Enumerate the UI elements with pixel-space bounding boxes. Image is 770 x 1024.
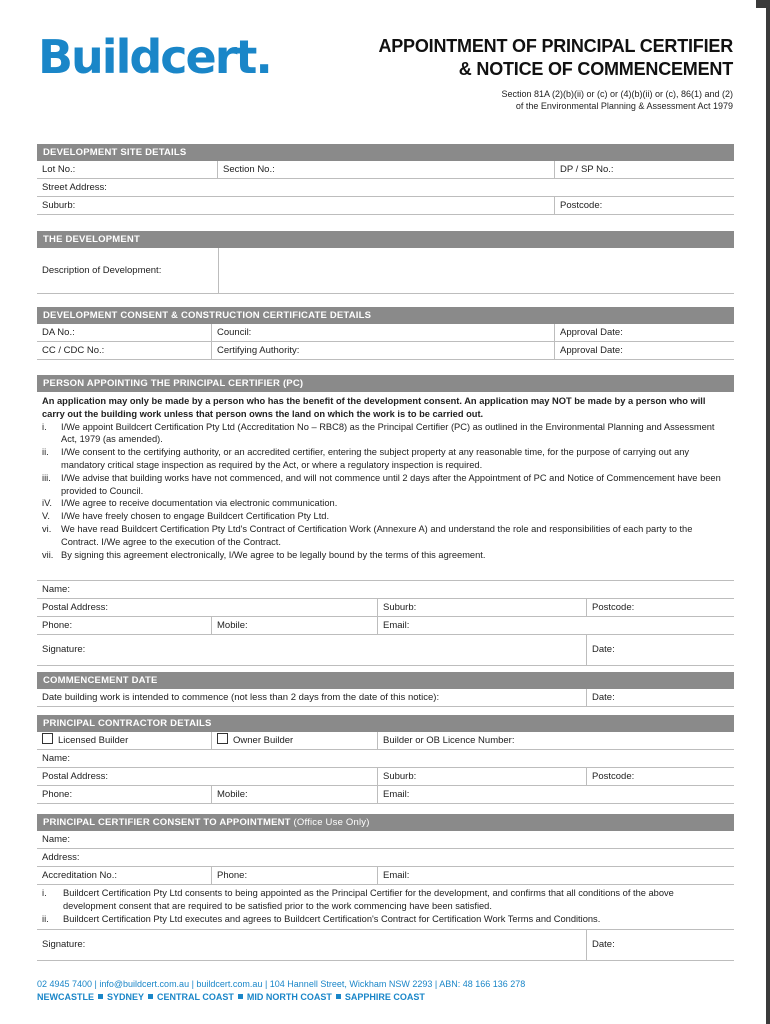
licensed-builder-label: Licensed Builder [58, 735, 129, 746]
contractor-suburb-field[interactable]: Suburb: [377, 768, 588, 785]
licence-number-field[interactable]: Builder or OB Licence Number: [377, 732, 734, 749]
page-edge-tab [756, 0, 770, 8]
contractor-phone-field[interactable]: Phone: [42, 789, 73, 800]
consent-section [37, 307, 734, 360]
pc-term-text: Buildcert Certification Pty Ltd executes and agrees to Buildcert Certification's Contract for Certification Work Terms and Conditions. [63, 913, 601, 924]
contractor-heading: PRINCIPAL CONTRACTOR DETAILS [37, 715, 734, 732]
location-central-coast: CENTRAL COAST [157, 992, 234, 1002]
term-item [42, 446, 728, 472]
owner-builder-option[interactable] [211, 732, 378, 749]
appointer-row-postal [37, 599, 734, 617]
square-bullet-icon [98, 994, 103, 999]
site-row-street [37, 179, 734, 197]
appointer-signature-field[interactable]: Signature: [42, 644, 86, 655]
pc-address-field[interactable]: Address: [42, 852, 80, 863]
site-details-heading: DEVELOPMENT SITE DETAILS [37, 144, 734, 161]
location-sydney: SYDNEY [107, 992, 145, 1002]
term-number: i. [42, 421, 47, 432]
page-subtitle [501, 88, 733, 112]
term-item [42, 549, 728, 562]
da-field[interactable]: DA No.: [42, 327, 75, 338]
pc-email-field[interactable]: Email: [377, 867, 734, 884]
buildcert-logo [38, 30, 271, 84]
site-suburb-field[interactable]: Suburb: [42, 200, 76, 211]
licensed-builder-option[interactable] [37, 732, 212, 749]
street-address-field[interactable]: Street Address: [42, 182, 107, 193]
pc-term-text: Buildcert Certification Pty Ltd consents to being appointed as the Principal Certifier for the development, and confirms that all conditions of the above development consent that are required to be satisfied prior to the work commencing have been satisfied. [63, 888, 674, 911]
description-field[interactable] [218, 248, 734, 293]
term-number: vii. [42, 549, 54, 560]
site-row-suburb [37, 197, 734, 215]
site-postcode-field[interactable]: Postcode: [554, 197, 734, 214]
contractor-mobile-field[interactable]: Mobile: [211, 786, 378, 803]
pc-consent-heading [37, 814, 734, 831]
appointer-phone-field[interactable]: Phone: [42, 620, 73, 631]
appointer-postcode-field[interactable]: Postcode: [586, 599, 734, 616]
term-item [42, 421, 728, 447]
development-section [37, 231, 734, 294]
square-bullet-icon [238, 994, 243, 999]
cc-field[interactable]: CC / CDC No.: [42, 345, 105, 356]
commencement-row [37, 689, 734, 707]
pc-term-number: i. [42, 888, 47, 898]
owner-builder-label: Owner Builder [233, 735, 294, 746]
commencement-label: Date building work is intended to commence (not less than 2 days from the date of this notice): [42, 692, 440, 703]
contractor-name-field[interactable]: Name: [42, 753, 70, 764]
consent-row-cc [37, 342, 734, 360]
term-item [42, 523, 728, 549]
title-line-1: APPOINTMENT OF PRINCIPAL CERTIFIER [378, 36, 733, 56]
footer-contact: 02 4945 7400 | info@buildcert.com.au | buildcert.com.au | 104 Hannell Street, Wickham NSW 2293 | ABN: 48 166 136 278 [37, 979, 526, 989]
appointer-row-phone [37, 617, 734, 635]
term-item [42, 472, 728, 498]
pc-name-field[interactable]: Name: [42, 834, 70, 845]
term-text: I/We consent to the certifying authority, or an accredited certifier, entering the subject property at any reasonable time, for the purpose of carrying out any mandatory critical stage inspection as required by the Act, or where a regulatory inspection is required. [61, 447, 690, 470]
pc-consent-heading-text: PRINCIPAL CERTIFIER CONSENT TO APPOINTMENT [43, 817, 291, 828]
term-number: vi. [42, 523, 52, 534]
contractor-postal-field[interactable]: Postal Address: [42, 771, 109, 782]
pc-date-field[interactable]: Date: [586, 930, 734, 960]
appointing-section [37, 375, 734, 666]
pc-row-name [37, 831, 734, 849]
subtitle-line-1: Section 81A (2)(b)(ii) or (c) or (4)(b)(ii) or (c), 86(1) and (2) [501, 89, 733, 99]
pc-term-number: ii. [42, 913, 49, 924]
description-label: Description of Development: [42, 265, 162, 276]
owner-builder-checkbox[interactable] [217, 733, 228, 744]
appointer-postal-field[interactable]: Postal Address: [42, 602, 109, 613]
pc-term-item [42, 887, 728, 913]
site-details-section [37, 144, 734, 215]
location-mid-north-coast: MID NORTH COAST [246, 992, 332, 1002]
appointing-terms [37, 392, 734, 580]
appointer-row-signature [37, 635, 734, 666]
appointer-mobile-field[interactable]: Mobile: [211, 617, 378, 634]
term-item [42, 497, 728, 510]
contractor-row-postal [37, 768, 734, 786]
logo-text: Buildcert. [38, 30, 271, 84]
term-number: iii. [42, 472, 51, 483]
pc-accreditation-field[interactable]: Accreditation No.: [42, 870, 117, 881]
term-number: ii. [42, 447, 49, 458]
term-text: We have read Buildcert Certification Pty Ltd's Contract of Certification Work (Annexure A) and understand the role and responsibilities of each party to the Contract. I/We agree to the execution of the Contract. [61, 523, 693, 547]
section-field[interactable]: Section No.: [217, 161, 558, 178]
term-number: iV. [42, 498, 52, 509]
term-item [42, 510, 728, 523]
dp-field[interactable]: DP / SP No.: [554, 161, 734, 178]
term-text: I/We advise that building works have not commenced, and will not commence until 2 days after the Appointment of PC and Notice of Commencement have been provided to Council. [61, 472, 721, 496]
pc-row-address [37, 849, 734, 867]
licensed-builder-checkbox[interactable] [42, 733, 53, 744]
contractor-row-name [37, 750, 734, 768]
title-line-2: & NOTICE OF COMMENCEMENT [458, 59, 733, 79]
contractor-section [37, 715, 734, 804]
appointer-row-name [37, 580, 734, 599]
term-text: I/We have freely chosen to engage Buildcert Certification Pty Ltd. [61, 511, 330, 522]
appointer-email-field[interactable]: Email: [377, 617, 734, 634]
site-row-lot [37, 161, 734, 179]
authority-field[interactable]: Certifying Authority: [211, 342, 555, 359]
appointing-heading: PERSON APPOINTING THE PRINCIPAL CERTIFIER (PC) [37, 375, 734, 392]
pc-consent-heading-note: (Office Use Only) [293, 817, 370, 828]
location-sapphire-coast: SAPPHIRE COAST [344, 992, 425, 1002]
pc-consent-terms [37, 885, 734, 929]
council-field[interactable]: Council: [211, 324, 555, 341]
development-row [37, 248, 734, 294]
square-bullet-icon [148, 994, 153, 999]
appointer-suburb-field[interactable]: Suburb: [377, 599, 588, 616]
commencement-heading: COMMENCEMENT DATE [37, 672, 734, 689]
pc-row-signature [37, 929, 734, 961]
page-title [378, 35, 733, 81]
appointing-intro: An application may only be made by a person who has the benefit of the development consent. An application may NOT be made by a person who will carry out the building work unless that person owns the land on which the work is to be carried out. [42, 396, 706, 419]
consent-row-da [37, 324, 734, 342]
approval-date-2[interactable]: Approval Date: [554, 342, 734, 359]
consent-heading: DEVELOPMENT CONSENT & CONSTRUCTION CERTIFICATE DETAILS [37, 307, 734, 324]
commencement-date-field[interactable]: Date: [586, 689, 734, 706]
pc-row-accreditation [37, 867, 734, 885]
subtitle-line-2: of the Environmental Planning & Assessment Act 1979 [515, 101, 733, 111]
appointer-name-field[interactable]: Name: [42, 584, 70, 595]
commencement-section [37, 672, 734, 707]
contractor-row-phone [37, 786, 734, 804]
pc-term-item [42, 913, 728, 926]
pc-signature-field[interactable]: Signature: [42, 939, 86, 950]
contractor-row-type [37, 732, 734, 750]
footer-locations [37, 992, 425, 1002]
location-newcastle: NEWCASTLE [37, 992, 94, 1002]
term-text: By signing this agreement electronically, I/We agree to be legally bound by the terms of this agreement. [61, 549, 486, 560]
pc-phone-field[interactable]: Phone: [211, 867, 378, 884]
page-edge [766, 0, 770, 1024]
approval-date-1[interactable]: Approval Date: [554, 324, 734, 341]
development-heading: THE DEVELOPMENT [37, 231, 734, 248]
term-text: I/We agree to receive documentation via electronic communication. [61, 498, 338, 509]
square-bullet-icon [336, 994, 341, 999]
pc-consent-section [37, 814, 734, 961]
appointer-date-field[interactable]: Date: [586, 635, 734, 665]
term-number: V. [42, 511, 50, 522]
contractor-email-field[interactable]: Email: [377, 786, 734, 803]
term-text: I/We appoint Buildcert Certification Pty Ltd (Accreditation No – RBC8) as the Principal Certifier (PC) as outlined in the Environmental Planning and Assessment Act, 1979 (as amended). [61, 421, 715, 445]
lot-field[interactable]: Lot No.: [42, 164, 76, 175]
contractor-postcode-field[interactable]: Postcode: [586, 768, 734, 785]
